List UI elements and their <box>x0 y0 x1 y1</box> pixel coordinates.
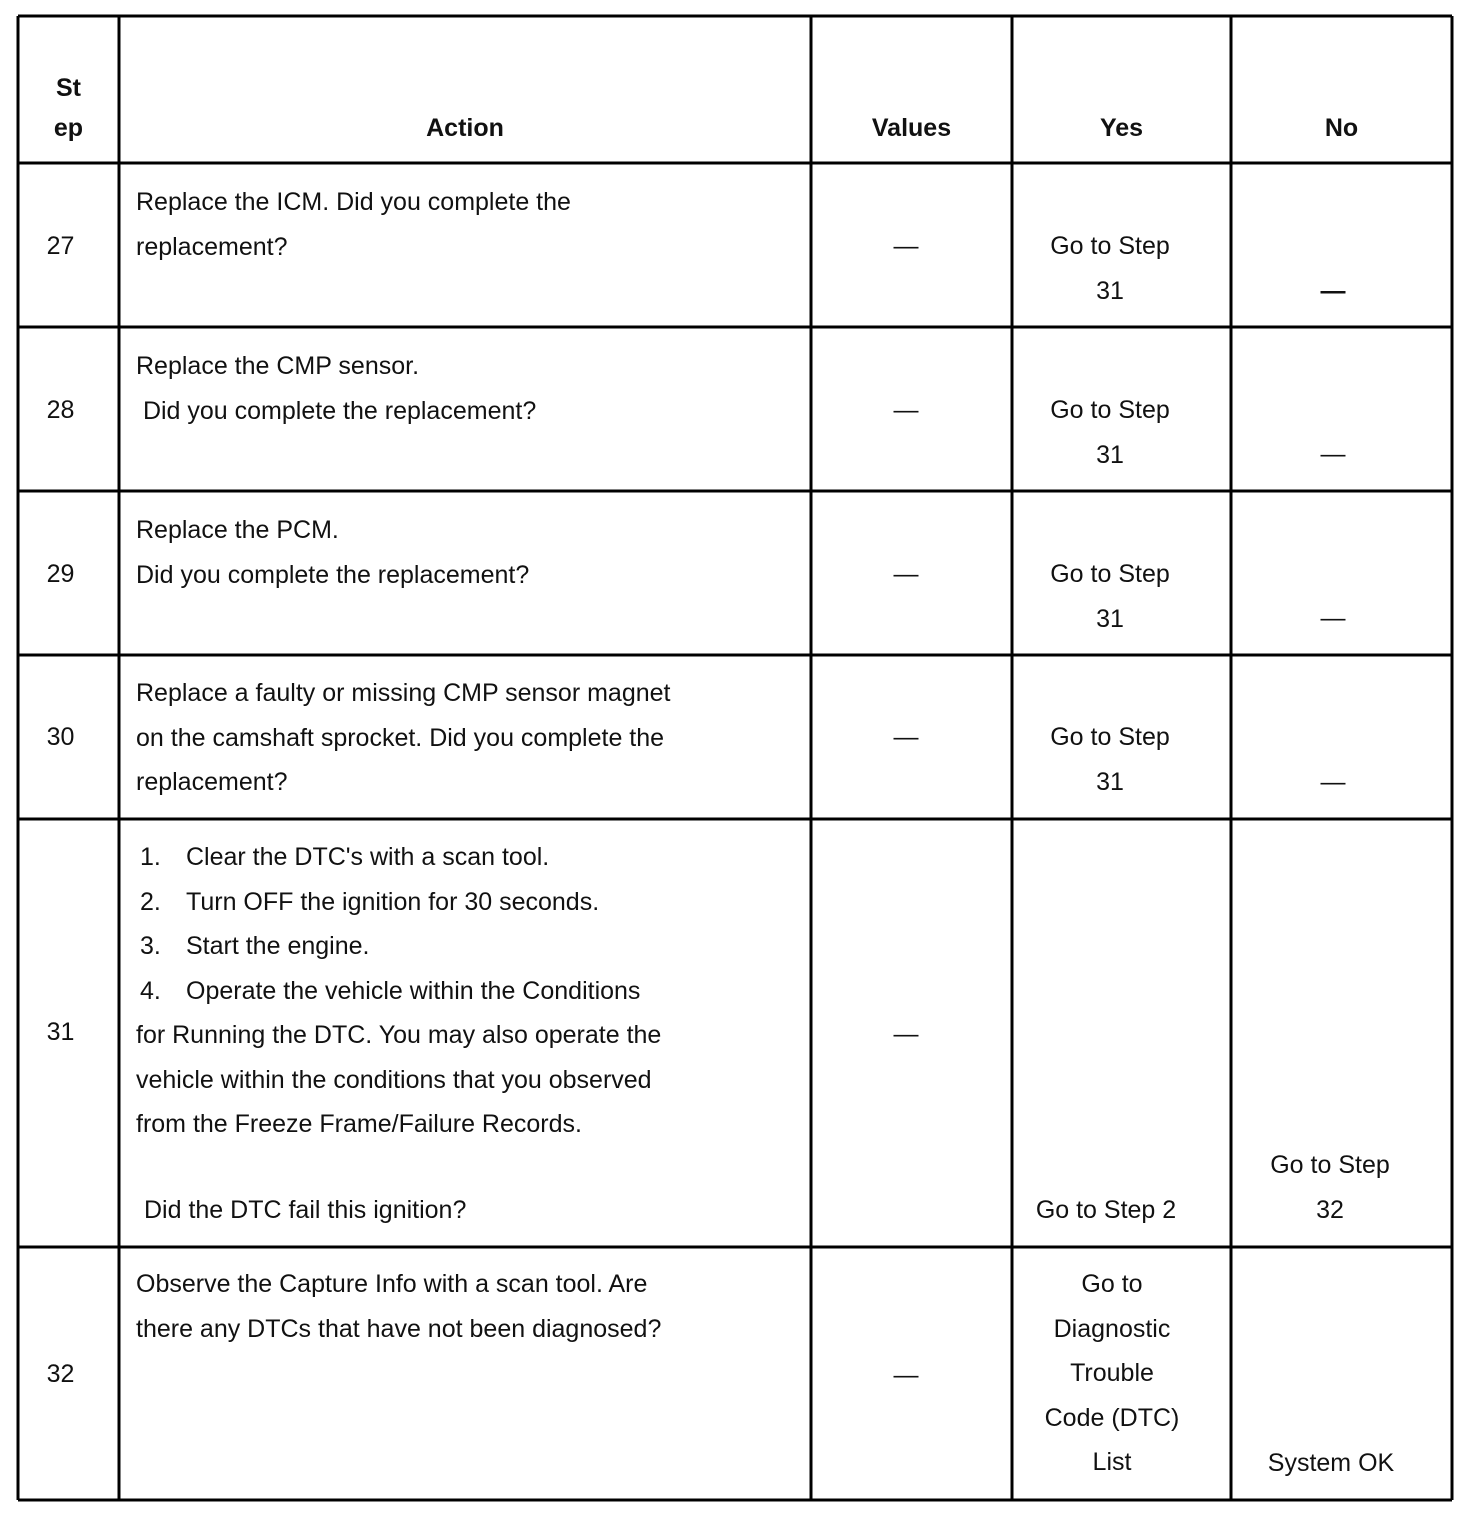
row-30-values: — <box>893 723 919 751</box>
row-29-no: — <box>1320 604 1346 632</box>
row-32-step: 32 <box>46 1360 75 1388</box>
row-30-step: 30 <box>46 723 75 751</box>
row-32-yes: Go to Diagnostic Trouble Code (DTC) List <box>1044 1270 1180 1476</box>
header-values: Values <box>871 114 952 142</box>
row-28-yes: Go to Step 31 <box>1050 396 1170 469</box>
row-31-yes: Go to Step 2 <box>1035 1196 1177 1224</box>
row-31-step: 31 <box>46 1018 75 1046</box>
row-27-step: 27 <box>46 232 75 260</box>
row-31-values: — <box>893 1020 919 1048</box>
list-item: 4. Operate the vehicle within the Conditions <box>140 976 641 1005</box>
row-27-values: — <box>893 232 919 260</box>
row-29-yes: Go to Step 31 <box>1050 560 1170 633</box>
header-no: No <box>1324 114 1359 142</box>
row-28-action: Replace the CMP sensor. Did you complete the replacement? <box>136 352 537 425</box>
row-27-no: — <box>1320 277 1346 305</box>
row-28-values: — <box>893 396 919 424</box>
row-31-no: Go to Step 32 <box>1270 1151 1390 1224</box>
row-29-step: 29 <box>46 560 75 588</box>
row-31-question: Did the DTC fail this ignition? <box>144 1196 467 1224</box>
row-28-step: 28 <box>46 396 75 424</box>
row-27-action: Replace the ICM. Did you complete the replacement? <box>136 188 571 261</box>
row-32-values: — <box>893 1361 919 1389</box>
row-29-values: — <box>893 560 919 588</box>
row-31-action: 1. Clear the DTC's with a scan tool. 2. Turn OFF the ignition for 30 seconds. 3. Start the engine. 4. Operate the vehicle within the Conditions for Running the DTC. You may also operate the vehicle within the conditions that you observed from the Freeze Frame/Failure Records. <box>136 835 806 1147</box>
header-step: St ep <box>53 74 84 142</box>
row-30-no: — <box>1320 768 1346 796</box>
list-item: 1. Clear the DTC's with a scan tool. <box>140 843 550 871</box>
row-30-action: Replace a faulty or missing CMP sensor magnet on the camshaft sprocket. Did you complete the replacement? <box>136 679 671 796</box>
row-30-yes: Go to Step 31 <box>1050 723 1170 796</box>
row-28-no: — <box>1320 440 1346 468</box>
header-action: Action <box>426 114 504 142</box>
list-item: 2. Turn OFF the ignition for 30 seconds. <box>140 887 600 916</box>
header-yes: Yes <box>1099 114 1144 142</box>
row-32-no: System OK <box>1267 1449 1395 1477</box>
row-29-action: Replace the PCM. Did you complete the replacement? <box>136 516 530 589</box>
list-item: 3. Start the engine. <box>140 932 370 960</box>
row-32-action: Observe the Capture Info with a scan tool. Are there any DTCs that have not been diagnosed? <box>136 1270 662 1343</box>
row-27-yes: Go to Step 31 <box>1050 232 1170 305</box>
